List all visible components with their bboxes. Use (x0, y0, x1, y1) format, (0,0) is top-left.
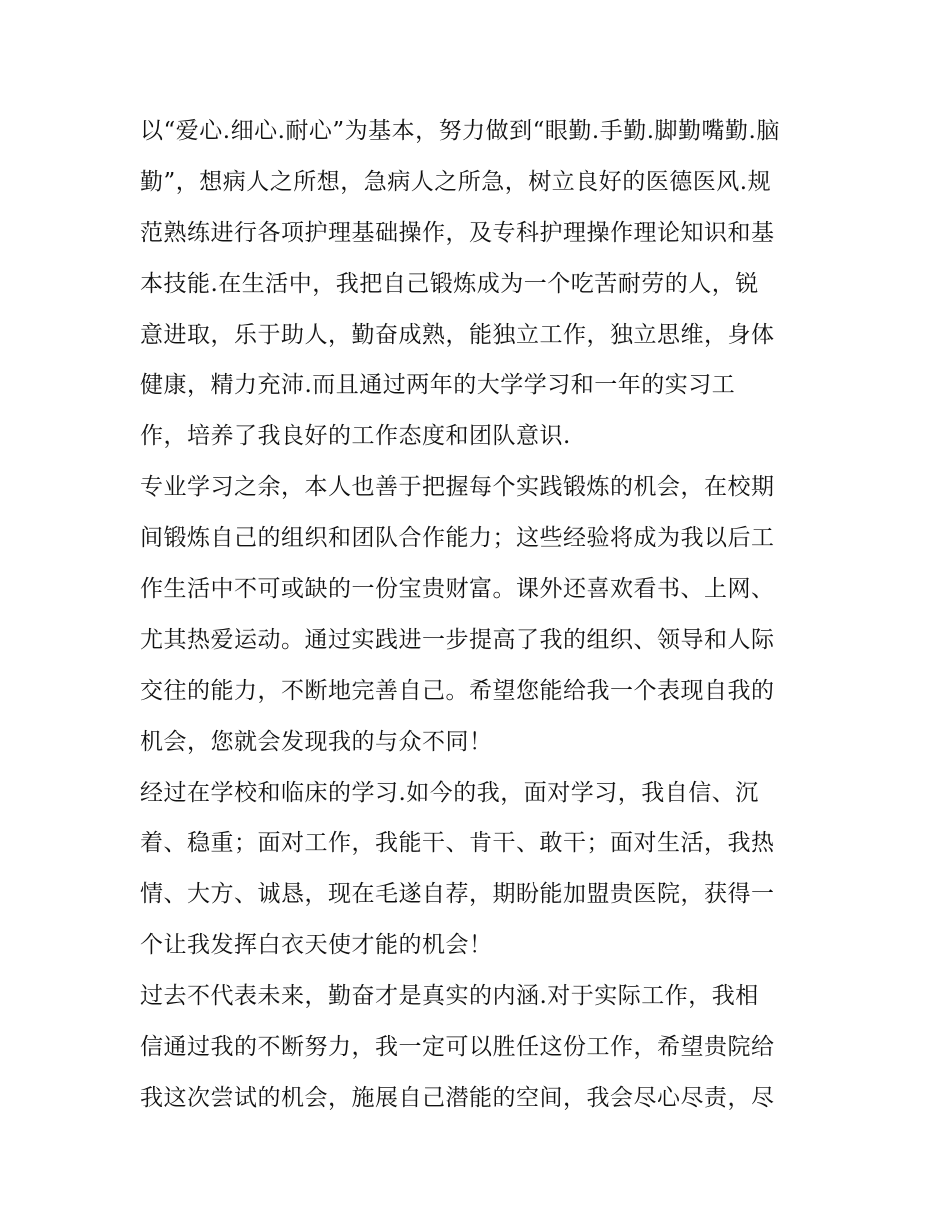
text-line: 以“爱心.细心.耐心”为基本，努力做到“眼勤.手勤.脚勤嘴勤.脑 (140, 118, 780, 144)
text-line: 勤”，想病人之所想，急病人之所急，树立良好的医德医风.规 (140, 168, 772, 195)
text-line: 过去不代表未来，勤奋才是真实的内涵.对于实际工作，我相 (140, 983, 759, 1010)
text-line: 交往的能力，不断地完善自己。希望您能给我一个表现自我的 (140, 677, 775, 704)
text-line: 我这次尝试的机会，施展自己潜能的空间，我会尽心尽责，尽 (140, 1084, 775, 1111)
text-line: 尤其热爱运动。通过实践进一步提高了我的组织、领导和人际 (140, 626, 775, 653)
text-line: 范熟练进行各项护理基础操作，及专科护理操作理论知识和基 (140, 219, 775, 246)
text-line: 健康，精力充沛.而且通过两年的大学学习和一年的实习工 (140, 372, 736, 399)
text-line: 信通过我的不断努力，我一定可以胜任这份工作，希望贵院给 (140, 1034, 775, 1061)
text-line: 着、稳重；面对工作，我能干、肯干、敢干；面对生活，我热 (140, 830, 775, 857)
text-line: 意进取，乐于助人，勤奋成熟，能独立工作，独立思维，身体 (140, 321, 775, 348)
text-line: 情、大方、诚恳，现在毛遂自荐，期盼能加盟贵医院，获得一 (140, 881, 775, 908)
text-line: 专业学习之余，本人也善于把握每个实践锻炼的机会，在校期 (140, 474, 775, 501)
body-text (140, 106, 812, 1124)
text-line: 机会，您就会发现我的与众不同！ (140, 728, 493, 755)
text-line: 间锻炼自己的组织和团队合作能力；这些经验将成为我以后工 (140, 525, 775, 552)
text-line: 作生活中不可或缺的一份宝贵财富。课外还喜欢看书、上网、 (140, 576, 775, 603)
text-line: 个让我发挥白衣天使才能的机会！ (140, 932, 493, 959)
text-line: 本技能.在生活中，我把自己锻炼成为一个吃苦耐劳的人，锐 (140, 270, 759, 297)
text-line: 作，培养了我良好的工作态度和团队意识. (140, 423, 571, 450)
text-line: 经过在学校和临床的学习.如今的我，面对学习，我自信、沉 (140, 779, 759, 806)
